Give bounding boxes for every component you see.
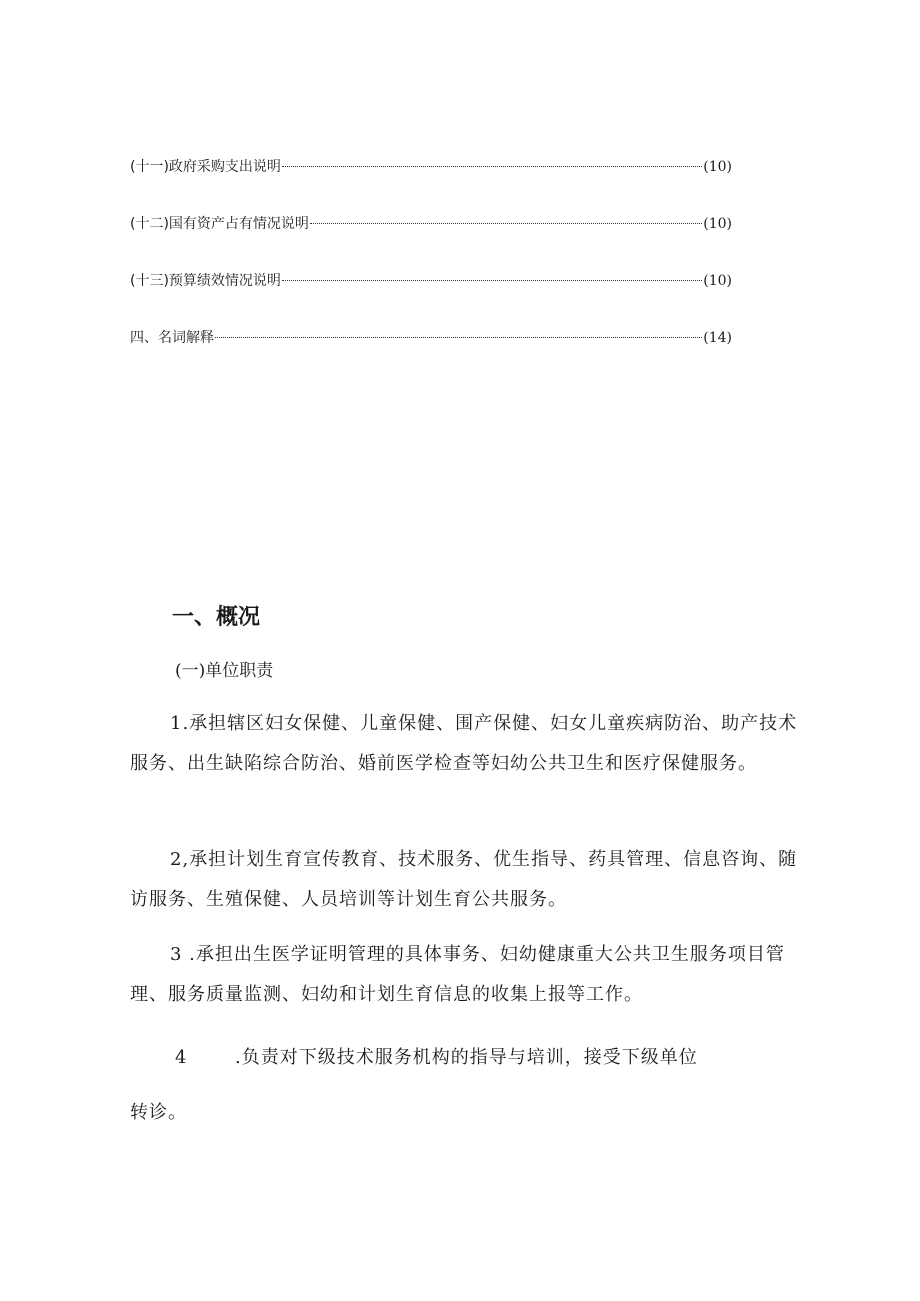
subsection-heading: (一)单位职责: [175, 661, 274, 681]
toc-page-number: (10): [703, 159, 732, 175]
toc-entry-11[interactable]: [130, 156, 732, 180]
toc-leader-dots: [282, 280, 702, 281]
duty-paragraph-2: [130, 840, 810, 920]
toc-leader-dots: [215, 337, 702, 338]
duty-paragraph-3: [130, 935, 810, 1015]
table-of-contents: [130, 156, 732, 384]
duty-text-2: 2,承担计划生育宣传教育、技术服务、优生指导、药具管理、信息咨询、随访服务、生殖保健、人员培训等计划生育公共服务。: [130, 849, 798, 910]
toc-entry-label: (十三)预算绩效情况说明: [130, 273, 281, 289]
toc-leader-dots: [310, 223, 702, 224]
toc-page-number: (14): [703, 330, 732, 346]
duty-text-3: 3 .承担出生医学证明管理的具体事务、妇幼健康重大公共卫生服务项目管理、服务质量监测、妇幼和计划生育信息的收集上报等工作。: [130, 944, 785, 1005]
duty-text-4: .负责对下级技术服务机构的指导与培训，接受下级单位: [235, 1047, 698, 1068]
toc-entry-12[interactable]: [130, 213, 732, 237]
duty-paragraph-1: [130, 704, 810, 784]
duty-paragraph-4-continued: 转诊。: [130, 1102, 187, 1123]
toc-entry-label: 四、名词解释: [130, 330, 214, 346]
toc-entry-label: (十二)国有资产占有情况说明: [130, 216, 309, 232]
section-heading: 一、概况: [172, 605, 261, 630]
duty-text-1: 1.承担辖区妇女保健、儿童保健、围产保健、妇女儿童疾病防治、助产技术服务、出生缺陷综合防治、婚前医学检查等妇幼公共卫生和医疗保健服务。: [130, 713, 798, 774]
toc-entry-glossary[interactable]: [130, 327, 732, 351]
toc-entry-13[interactable]: [130, 270, 732, 294]
duty-paragraph-4: [175, 1038, 698, 1078]
toc-leader-dots: [282, 166, 702, 167]
toc-entry-label: (十一)政府采购支出说明: [130, 159, 281, 175]
duty-number-4: 4: [175, 1047, 188, 1068]
toc-page-number: (10): [703, 216, 732, 232]
toc-page-number: (10): [703, 273, 732, 289]
